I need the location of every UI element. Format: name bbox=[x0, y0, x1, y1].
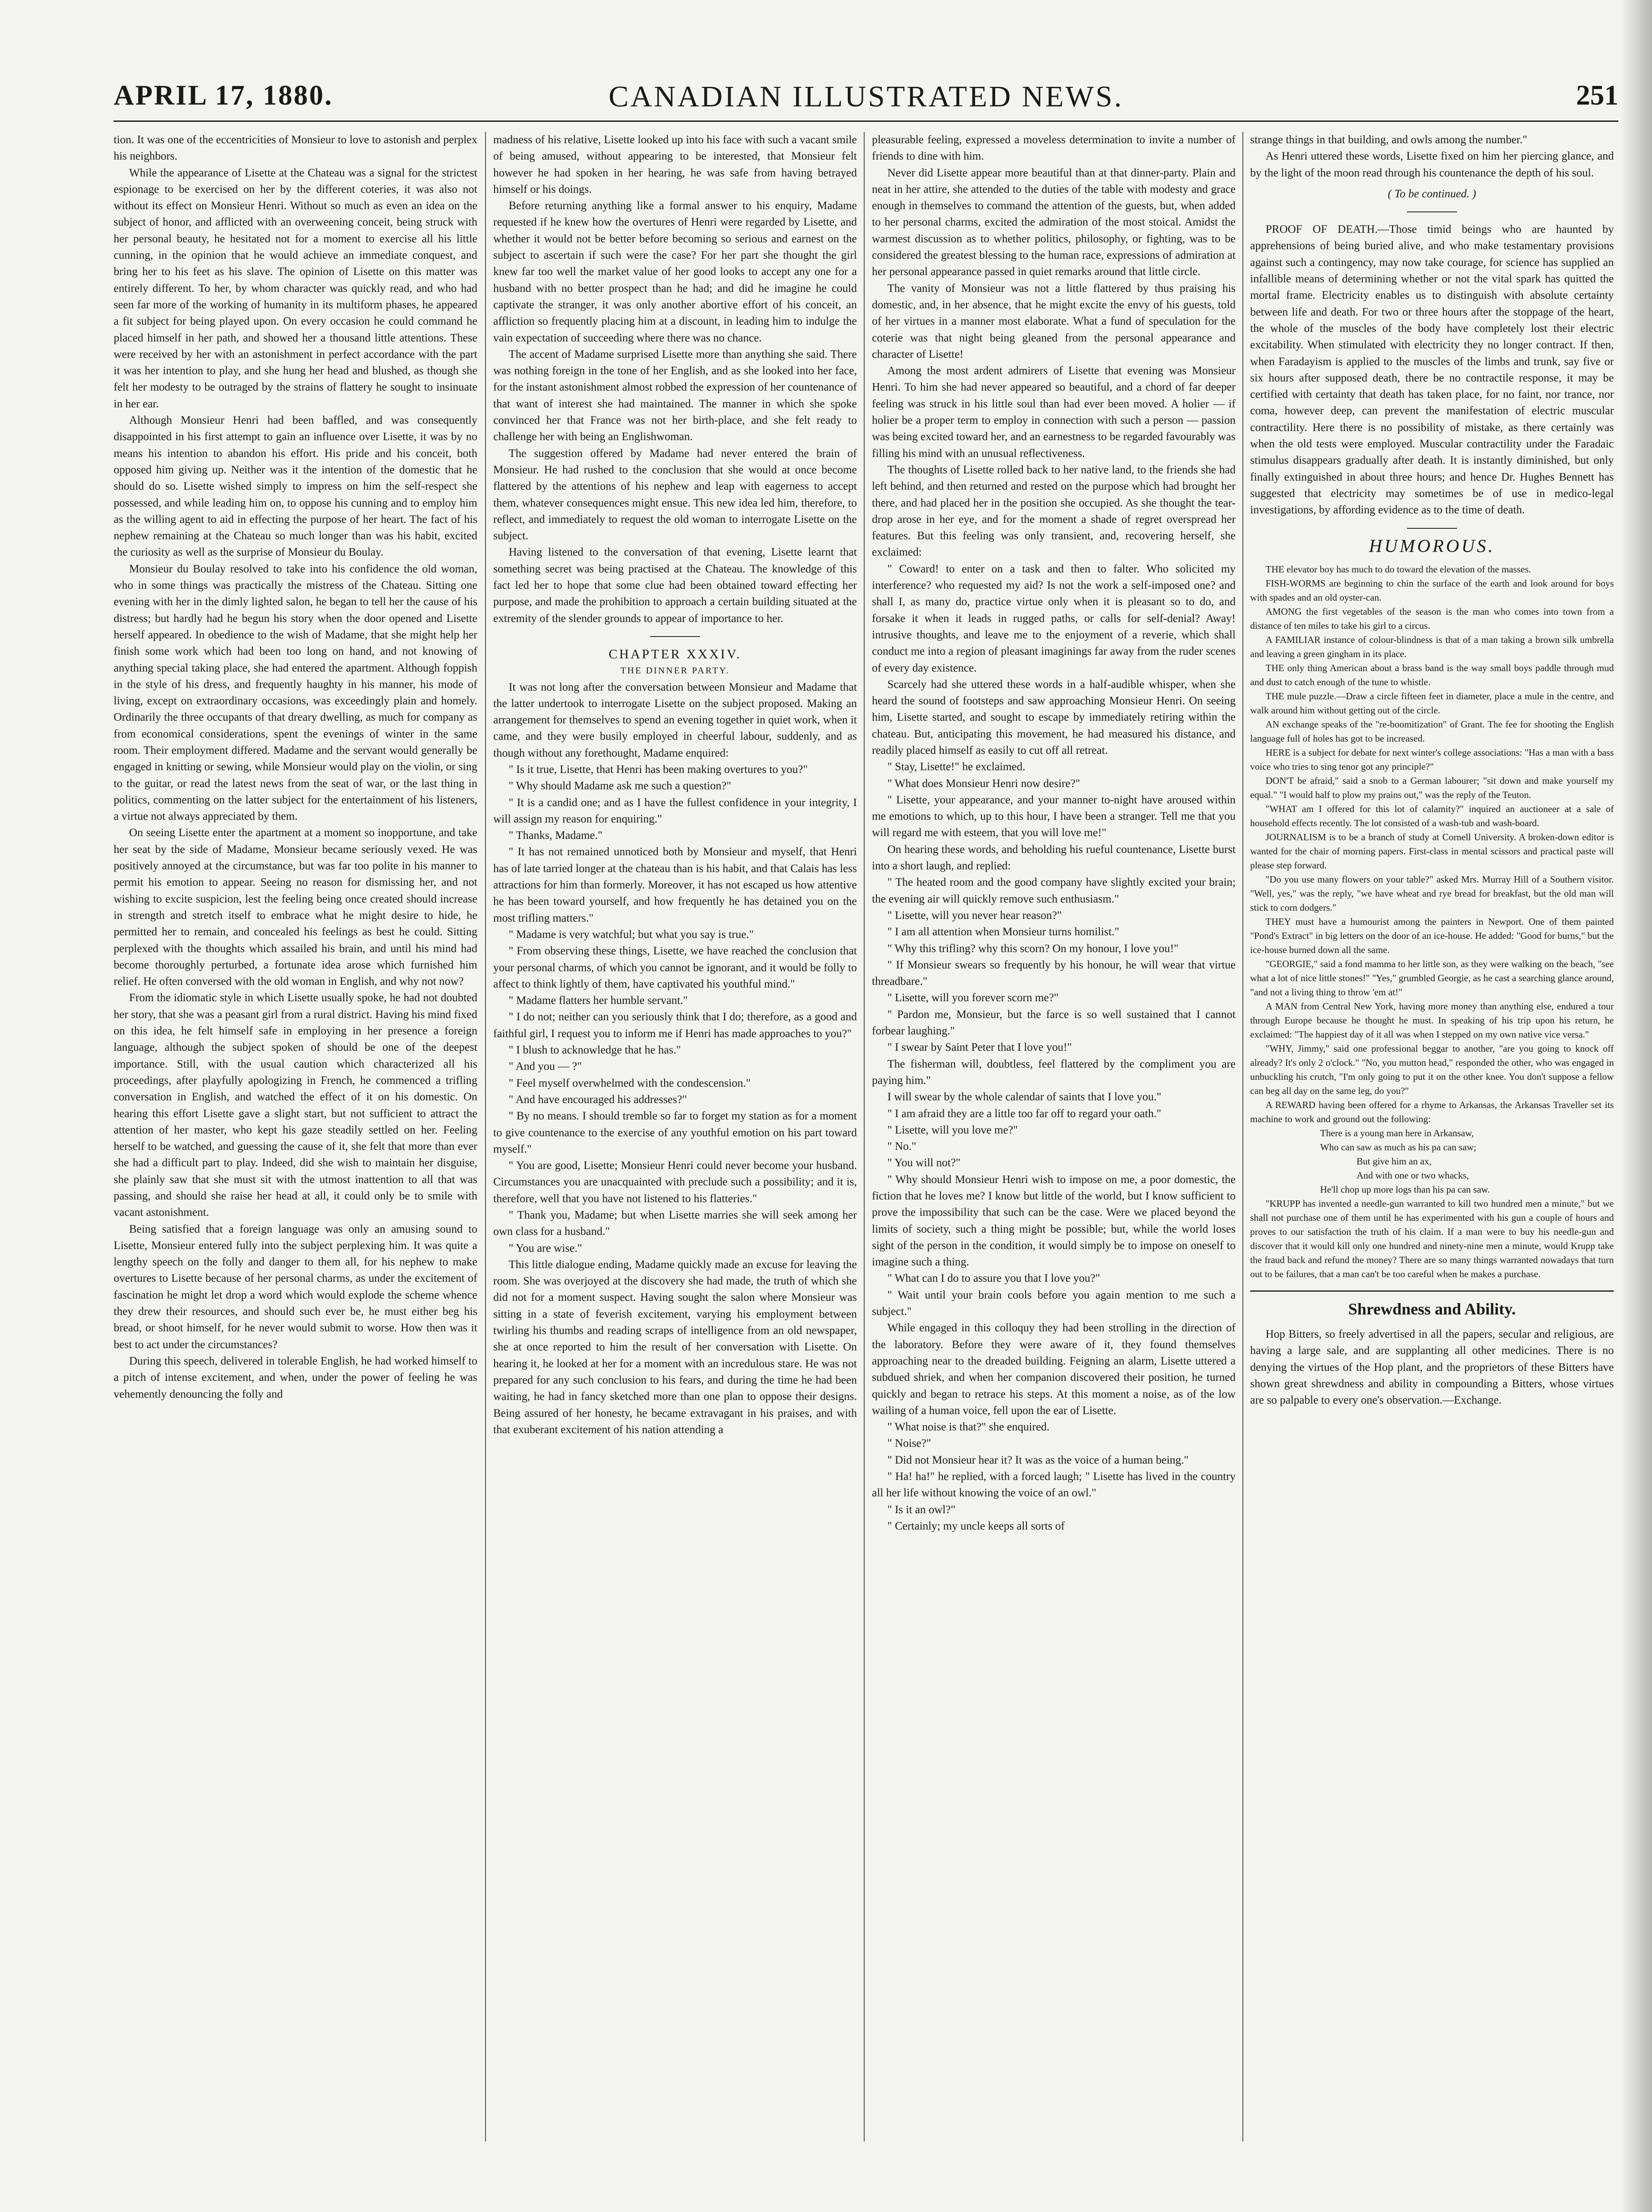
paragraph: Although Monsieur Henri had been baffled, and was consequently disappointed in his first attempt to gain an influence over Lisette, it was by no means his intention to abandon his effort. His pride and his conceit, both opposed him giving up. Neither was it the intention of the domestic that he should do so. Lisette wished simply to impress on him the self-respect she possessed, and while leading him on, to oppose his cunning and to employ him as the willing agent to aid in effecting the purpose of her heart. The fact of his nephew remaining at the Chateau so much longer than was his habit, excited the curiosity as well as the surprise of Monsieur du Boulay. bbox=[114, 414, 477, 559]
proof-of-death-article: PROOF OF DEATH.—Those timid beings who are haunted by apprehensions of being buried alive, and who make testamentary provisions against such a contingency, may now take courage, for science has supplied an infallible means of determining whether or not the vital spark has quitted the mortal frame. Electricity enables us to distinguish with absolute certainty between life and death. For two or three hours after the stoppage of the heart, the whole of the muscles of the body have completely lost their electric excitability. When stimulated with electricity they no longer contract. If then, when Faradayism is applied to the muscles of the limbs and trunk, say five or six hours after supposed death, there be no contractile response, it may be certified with certainty that death has taken place, for no faint, nor trance, nor coma, however deep, can prevent the manifestation of electric muscular contractility. Here there is no possibility of mistake, as there certainly was when the old tests were employed. Muscular contractility under the Faradaic stimulus disappears gradually after death. It is instantly diminished, but only finally extinguished in about three hours; and hence Dr. Hughes Bennett has suggested that electricity may sometimes be of use in medico-legal investigations, by affording evidence as to the time of death. bbox=[1250, 223, 1614, 517]
issue-date: APRIL 17, 1880. bbox=[114, 80, 333, 111]
dialogue-line: " Lisette, your appearance, and your manner to-night have aroused within me emotions to which, up to this hour, I have been a stranger. Tell me that you will regard me with esteem, that you will love me!" bbox=[872, 793, 1236, 839]
dialogue-line: " What does Monsieur Henri now desire?" bbox=[887, 777, 1081, 790]
humor-item: DON'T be afraid," said a snob to a German labourer; "sit down and make yourself my equal." "I would half to plow my prains out," was the reply of the Teuton. bbox=[1250, 775, 1614, 800]
humor-item: "Do you use many flowers on your table?" asked Mrs. Murray Hill of a Southern visitor. "Well, yes," was the reply, "we have wheat and rye bread for breakfast, but the old man will stick to corn dodgers." bbox=[1250, 873, 1614, 913]
dialogue-line: " Madame flatters her humble servant." bbox=[509, 994, 688, 1007]
paragraph: pleasurable feeling, expressed a moveless determination to invite a number of friends to dine with him. bbox=[872, 134, 1236, 163]
dialogue-line: " You are wise." bbox=[509, 1242, 582, 1254]
verse-line: And with one or two whacks, bbox=[1357, 1169, 1469, 1181]
paragraph: While engaged in this colloquy they had been strolling in the direction of the laboratory. Before they were aware of it, they found themselves approaching near to the dreaded building. Feigning an alarm, Lisette uttered a subdued shriek, and when her companion discovered their position, he turned quickly and began to retrace his steps. At this moment a noise, as of the low wailing of a human voice, fell upon the ear of Lisette. bbox=[872, 1322, 1236, 1417]
paragraph: strange things in that building, and owls among the number." bbox=[1250, 134, 1527, 146]
chapter-subtitle: THE DINNER PARTY. bbox=[620, 666, 730, 676]
dialogue-line: " By no means. I should tremble so far to forget my station as for a moment to give countenance to the exercise of any youthful emotion on his part toward myself." bbox=[493, 1110, 857, 1155]
paragraph: tion. It was one of the eccentricities of Monsieur to love to astonish and perplex his neighbors. bbox=[114, 134, 477, 163]
dialogue-line: " If Monsieur swears so frequently by his honour, he will wear that virtue threadbare." bbox=[872, 958, 1236, 988]
dialogue-line: " Pardon me, Monsieur, but the farce is so well sustained that I cannot forbear laughing." bbox=[872, 1008, 1236, 1038]
dialogue-line: " Feel myself overwhelmed with the condescension." bbox=[509, 1077, 751, 1089]
paragraph: Being satisfied that a foreign language was only an amusing sound to Lisette, Monsieur entered fully into the subject perplexing him. It was quite a lengthy speech on the folly and danger to them all, for his nephew to make overtures to Lisette because of her personal charms, as under the excitement of fascination he might let drop a word which would explode the scheme whence they drew their resources, and should such ever be, he must either beg his bread, or shoot himself, for he never would submit to worse. How then was it best to act under the circumstances? bbox=[114, 1223, 477, 1351]
dialogue-line: " Why should Madame ask me such a question?" bbox=[509, 780, 731, 793]
humor-item: JOURNALISM is to be a branch of study at Cornell University. A broken-down editor is wanted for the chair of morning papers. First-class in mental scissors and practical paste will please step forward. bbox=[1250, 831, 1614, 871]
humor-item: THE elevator boy has much to do toward the elevation of the masses. bbox=[1266, 563, 1531, 575]
shrewdness-article: Hop Bitters, so freely advertised in all the papers, secular and religious, are having a large sale, and are supplanting all other medicines. There is no denying the virtues of the Hop plant, and the proprietors of these Bitters have shown great shrewdness and ability in compounding a Bitters, whose virtues are so palpable to every one's observation.—Exchange. bbox=[1250, 1328, 1614, 1407]
paragraph: On hearing these words, and beholding his rueful countenance, Lisette burst into a short laugh, and replied: bbox=[872, 843, 1236, 873]
verse-line: He'll chop up more logs than his pa can saw. bbox=[1320, 1184, 1490, 1195]
dialogue-line: " I am afraid they are a little too far off to regard your oath." bbox=[887, 1107, 1161, 1120]
to-be-continued: ( To be continued. ) bbox=[1387, 187, 1477, 200]
dialogue-line: I will swear by the whole calendar of saints that I love you." bbox=[887, 1091, 1161, 1103]
section-divider bbox=[1407, 211, 1457, 212]
dialogue-line: " Certainly; my uncle keeps all sorts of bbox=[887, 1520, 1065, 1532]
dialogue-line: " It is a candid one; and as I have the fullest confidence in your integrity, I will assign my reason for enquiring." bbox=[493, 796, 857, 825]
section-divider bbox=[650, 636, 700, 637]
dialogue-line: " You are good, Lisette; Monsieur Henri could never become your husband. Circumstances you are unacquainted with preclude such a possibility; and it is, therefore, well that you have not listened to his flatteries." bbox=[493, 1159, 857, 1205]
dialogue-line: " Lisette, will you never hear reason?" bbox=[887, 909, 1062, 922]
dialogue-line: " Why this trifling? why this scorn? On my honour, I love you!" bbox=[887, 942, 1179, 955]
humorous-heading: HUMOROUS. bbox=[1369, 535, 1495, 556]
section-divider bbox=[1250, 1290, 1614, 1292]
dialogue-line: The fisherman will, doubtless, feel flattered by the compliment you are paying him." bbox=[872, 1058, 1236, 1087]
verse-line: There is a young man here in Arkansaw, bbox=[1320, 1127, 1474, 1139]
dialogue-line: " No." bbox=[887, 1140, 916, 1153]
humor-item: "KRUPP has invented a needle-gun warranted to kill two hundred men a minute," but we shall not purchase one of them until he has experimented with his gun a couple of hours and proves to our satisfaction the truth of his claim. If a man were to buy his needle-gun and discover that it would kill only one hundred and ninety-nine men a minute, would Krupp take the fraud back and refund the money? There are so many things warranted nowadays that turn out to be failures, that a man can't be too careful when he makes a purchase. bbox=[1250, 1198, 1614, 1279]
dialogue-line: " I swear by Saint Peter that I love you!" bbox=[887, 1041, 1072, 1054]
column-3 bbox=[872, 132, 1236, 2142]
paragraph: The accent of Madame surprised Lisette more than anything she said. There was nothing foreign in the tone of her English, and as she looked into her face, for the instant astonishment almost robbed the expression of her countenance of that want of interest she had maintained. The manner in which she spoke convinced her that France was not her birth-place, and she felt ready to challenge her with being an Englishwoman. bbox=[493, 348, 857, 443]
paragraph: While the appearance of Lisette at the Chateau was a signal for the strictest espionage to be exercised on her by the different coteries, it was also not without its effect on Monsieur Henri. Without so much as even an idea on the subject of honor, and afflicted with an overweening conceit, being struck with her personal beauty, he hesitated not for a moment to exercise all his little cunning, in the opinion that he would achieve an immediate conquest, and bring her to his feet as his slave. The opinion of Lisette on this matter was entirely different. To her, by whom character was quickly read, and who had seen far more of the working of humanity in its multiform phases, he appeared a fit subject for being played upon. On every occasion he could command he placed himself in her path, and showed her a thousand little attentions. These were received by her with an astonishment in perfect accordance with the part it was her intention to play, and she hung her head and blushed, as though she felt her modesty to be outraged by the strains of flattery he sought to insinuate in her ear. bbox=[114, 166, 477, 410]
newspaper-title: CANADIAN ILLUSTRATED NEWS. bbox=[608, 80, 1124, 113]
paragraph: Scarcely had she uttered these words in a half-audible whisper, when she heard the sound of footsteps and saw approaching Monsieur Henri. On seeing him, Lisette started, and sought to escape by immediately retiring within the chateau. But, anticipating this movement, he had measured his distance, and readily placed himself as easily to cut off all retreat. bbox=[872, 678, 1236, 757]
dialogue-line: " Thanks, Madame." bbox=[509, 829, 603, 842]
dialogue-line: " Wait until your brain cools before you again mention to me such a subject." bbox=[872, 1289, 1236, 1318]
verse-line: Who can saw as much as his pa can saw; bbox=[1320, 1141, 1477, 1153]
humor-item: THE only thing American about a brass band is the way small boys paddle through mud and dust to catch enough of the tune to whistle. bbox=[1250, 662, 1614, 687]
dialogue-line: " Is it an owl?" bbox=[887, 1503, 956, 1516]
paragraph: From the idiomatic style in which Lisette usually spoke, he had not doubted her story, that she was a peasant girl from a rural district. Having his mind fixed on this idea, he felt himself safe in employing in her presence a foreign language, although the subject spoken of should be one of the deepest importance. Still, with the usual caution which characterized all his proceedings, after playfully apologizing in French, he commenced a trifling conversation in English, and watched the effect of it on his domestic. On hearing this effort Lisette gave a slight start, but not sufficient to attract the attention of her master, who kept his gaze steadily settled on her. Feeling herself to be watched, and guessing the cause of it, she felt that more than ever she had a difficult part to play. Indeed, did she wish to maintain her disguise, she plainly saw that she must sit with the utmost inattention to all that was passing, and should she raise her head at all, it could only be to smile with vacant astonishment. bbox=[114, 992, 477, 1219]
humor-item: FISH-WORMS are beginning to chin the surface of the earth and look around for boys with spades and an old oyster-can. bbox=[1250, 577, 1614, 603]
humor-item: A MAN from Central New York, having more money than anything else, endured a tour through Europe because he thought he must. In speaking of his trip upon his return, he exclaimed: "The happiest day of it all was when I stepped on my own native vice versa." bbox=[1250, 1000, 1614, 1040]
shrewdness-heading: Shrewdness and Ability. bbox=[1348, 1299, 1516, 1318]
dialogue-line: " Madame is very watchful; but what you say is true." bbox=[509, 928, 754, 941]
dialogue-line: " Why should Monsieur Henri wish to impose on me, a poor domestic, the fiction that he loves me? I know but little of the world, but I know sufficient to prove the impossibility that such can be the case. Were we placed beyond the limits of society, such a thing might be possible; but, while the world loses sight of the person in the condition, it would simply be to impose on oneself to imagine such a thing. bbox=[872, 1173, 1236, 1269]
humor-item: "GEORGIE," said a fond mamma to her little son, as they were walking on the beach, "see what a lot of nice little stones!" "Yes," grumbled Georgie, as he cast a searching glance around, "and not a living thing to throw 'em at!" bbox=[1250, 958, 1614, 998]
column-divider bbox=[864, 132, 865, 2142]
dialogue-line: " Lisette, will you forever scorn me?" bbox=[887, 992, 1059, 1004]
humor-item: HERE is a subject for debate for next winter's college associations: "Has a man with a bass voice who tries to sing tenor got any principle?" bbox=[1250, 747, 1614, 772]
column-1 bbox=[114, 132, 477, 2142]
paragraph: As Henri uttered these words, Lisette fixed on him her piercing glance, and by the light of the moon read through his countenance the depth of his soul. bbox=[1250, 150, 1614, 179]
paragraph: The thoughts of Lisette rolled back to her native land, to the friends she had left behind, and then returned and rested on the purpose which had brought her there, and had placed her in the position she occupied. As she thought the tear-drop arose in her eye, and for the moment a shade of regret overspread her features. But this feeling was only transient, and, recovering herself, she exclaimed: bbox=[872, 463, 1236, 559]
dialogue-line: " You will not?" bbox=[887, 1157, 961, 1169]
page-edge-shadow bbox=[1620, 0, 1652, 2212]
humor-item: THE mule puzzle.—Draw a circle fifteen feet in diameter, place a mule in the centre, and walk around him without getting out of the circle. bbox=[1250, 690, 1614, 716]
paragraph: madness of his relative, Lisette looked up into his face with such a vacant smile of being amused, without appearing to be interested, that Monsieur felt however he had spoken in her hearing, he was safe from having betrayed himself or his doings. bbox=[493, 134, 857, 196]
paragraph: Never did Lisette appear more beautiful than at that dinner-party. Plain and neat in her attire, she attended to the duties of the table with modesty and grace enough in themselves to command the attention of the guests, but, when added to her personal charms, excited the admiration of the most stoical. Amidst the warmest discussion as to whether politics, philosophy, or fighting, was to be considered the greatest blessing to the human race, expressions of admiration at her personal appearance passed in quiet remarks around that little circle. bbox=[872, 166, 1236, 278]
column-divider bbox=[1242, 132, 1243, 2142]
masthead bbox=[114, 80, 1618, 122]
humorous-items bbox=[1250, 562, 1614, 1281]
paragraph: Monsieur du Boulay resolved to take into his confidence the old woman, who in some things was practically the mistress of the Chateau. Sitting one evening with her in the dimly lighted salon, he began to tell her the cause of his distress; but hardly had he begun his story when the door opened and Lisette herself appeared. In obedience to the wish of Madame, that she might help her finish some work which had been too long on hand, and not knowing of anything special taking place, she had entered the apartment. Although foppish in the style of his dress, and frequently haughty in his manner, his mode of living, except on extraordinary occasions, was exceedingly plain and homely. Ordinarily the three occupants of that dreary dwelling, as much for company as from economical considerations, spent the evenings of winter in the same room. Their employment differed. Madame and the servant would generally be engaged in knitting or sewing, while Monsieur would play on the violin, or sing to the guitar, or read the latest news from the seat of war, or the last thing in politics, commenting on the latter subject for the entertainment of his listeners, a virtue not always appreciated by them. bbox=[114, 562, 477, 823]
chapter-heading: CHAPTER XXXIV. bbox=[608, 647, 742, 662]
paragraph: Having listened to the conversation of that evening, Lisette learnt that something secret was being practised at the Chateau. The knowledge of this fact led her to hope that some clue had been obtained toward effecting her purpose, and made the prohibition to approach a certain building situated at the extremity of the slender grounds to appear of importance to her. bbox=[493, 546, 857, 625]
humor-item: "WHY, Jimmy," said one professional beggar to another, "are you going to knock off already? It's only 2 o'clock." "No, you mutton head," responded the other, who was engaged in unbuckling his crutch, "I'm only going to put it on the other knee. You don't suppose a fellow can beg all day on the same leg, do you?" bbox=[1250, 1043, 1614, 1096]
page-number: 251 bbox=[1576, 80, 1618, 111]
dialogue-line: " Thank you, Madame; but when Lisette marries she will seek among her own class for a husband." bbox=[493, 1209, 857, 1238]
paragraph: Among the most ardent admirers of Lisette that evening was Monsieur Henri. To him she had never appeared so beautiful, and a chord of far deeper feeling was struck in his little soul than had ever been moved. A holier — if holier be a proper term to employ in connection with such a person — passion was being excited toward her, and an earnestness to be regarded favourably was filling his mind with an unusual reflectiveness. bbox=[872, 365, 1236, 460]
dialogue-line: " And have encouraged his addresses?" bbox=[509, 1093, 687, 1106]
dialogue-line: " I am all attention when Monsieur turns homilist." bbox=[887, 926, 1119, 938]
dialogue-line: " From observing these things, Lisette, we have reached the conclusion that your personal charms, of which you cannot be ignorant, and it would be folly to affect to think lightly of them, have captivated his youthful mind." bbox=[493, 945, 857, 990]
dialogue-line: " Lisette, will you love me?" bbox=[887, 1124, 1018, 1136]
humor-item: AMONG the first vegetables of the season is the man who comes into town from a distance of ten miles to take his girl to a circus. bbox=[1250, 606, 1614, 631]
dialogue-line: " The heated room and the good company have slightly excited your brain; the evening air will quickly remove such enthusiasm." bbox=[872, 876, 1236, 905]
dialogue-line: " Stay, Lisette!" he exclaimed. bbox=[887, 761, 1026, 773]
dialogue-line: " What can I do to assure you that I love you?" bbox=[887, 1272, 1100, 1285]
verse-line: But give him an ax, bbox=[1357, 1155, 1432, 1167]
section-divider bbox=[1407, 528, 1457, 529]
humor-item: A REWARD having been offered for a rhyme to Arkansas, the Arkansas Traveller set its machine to work and ground out the following: bbox=[1250, 1099, 1614, 1124]
paragraph: The suggestion offered by Madame had never entered the brain of Monsieur. He had rushed to the conclusion that she would at once become flattered by the attentions of his nephew and leap with eagerness to accept them, whatever consequences might ensue. This new idea led him, therefore, to reflect, and immediately to request the old woman to interrogate Lisette on the subject. bbox=[493, 447, 857, 542]
paragraph: " Coward! to enter on a task and then to falter. Who solicited my interference? who requested my aid? Is not the work a self-imposed one? and shall I, as many do, practice virtue only when it is pleasant so to do, and forsake it when it leads in rugged paths, or calls for self-denial? Away! intrusive thoughts, and leave me to the enjoyment of a reverie, which shall conduct me into a region of pleasant imaginings far away from the ruder scenes of every day existence. bbox=[872, 562, 1236, 674]
paragraph: It was not long after the conversation between Monsieur and Madame that the latter undertook to interrogate Lisette on the subject proposed. Making an arrangement for themselves to spend an evening together in quiet work, when it came, and they were busily employed in cheerful labour, suddenly, and as though without any forethought, Madame enquired: bbox=[493, 681, 857, 759]
dialogue-line: " I blush to acknowledge that he has." bbox=[509, 1044, 681, 1057]
column-2 bbox=[493, 132, 857, 2142]
humor-item: "WHAT am I offered for this lot of calamity?" inquired an auctioneer at a sale of household effects recently. The lot consisted of a wash-tub and wash-board. bbox=[1250, 803, 1614, 828]
column-4 bbox=[1250, 132, 1614, 2142]
paragraph: Before returning anything like a formal answer to his enquiry, Madame requested if he knew how the overtures of Henri were regarded by Lisette, and whether it would not be better before becoming so serious and earnest on the subject to ascertain if such were the case? For her part she thought the girl knew far too well the market value of her good looks to accept any one for a husband with no better prospect than he had; and did he imagine he could captivate the stranger, it was only another abortive effort of his conceit, an affliction so frequently placing him at a discount, in leading him to indulge the vain expectation of succeeding where there was no chance. bbox=[493, 200, 857, 344]
paragraph: On seeing Lisette enter the apartment at a moment so inopportune, and take her seat by the side of Madame, Monsieur became seriously vexed. He was positively annoyed at the circumstance, but was far too polite in his manner to permit his emotion to appear. Seeing no reason for dismissing her, and not wishing to excite suspicion, lest the feeling being once created should increase in strength and stretch itself to embrace what he might desire to hide, he permitted her to remain, and concealed his feelings as best he could. Sitting perplexed with the thoughts which assailed his brain, and until his mind had become thoroughly perturbed, a fortunate idea arose which furnished him relief. He often conversed with the old woman in English, and why not now? bbox=[114, 827, 477, 988]
humor-item: A FAMILIAR instance of colour-blindness is that of a man taking a brown silk umbrella and leaving a green gingham in its place. bbox=[1250, 634, 1614, 659]
paragraph: The vanity of Monsieur was not a little flattered by thus praising his domestic, and, in her absence, that he might excite the envy of his guests, told of her virtues in a manner most elaborate. What a fund of speculation for the coterie was that night being gleaned from the personal appearance and character of Lisette! bbox=[872, 282, 1236, 361]
dialogue-line: " It has not remained unnoticed both by Monsieur and myself, that Henri has of late tarried longer at the chateau than is his habit, and that Calais has less attractions for him than formerly. Moreover, it has not escaped us how attentive he has been toward yourself, and how frequently he has detained you on the most trifling matters." bbox=[493, 846, 857, 924]
dialogue-line: " Ha! ha!" he replied, with a forced laugh; " Lisette has lived in the country all her life without knowing the voice of an owl." bbox=[872, 1470, 1236, 1500]
dialogue-line: " Is it true, Lisette, that Henri has been making overtures to you?" bbox=[509, 763, 808, 776]
dialogue-line: " What noise is that?" she enquired. bbox=[887, 1421, 1050, 1434]
paragraph: During this speech, delivered in tolerable English, he had worked himself to a pitch of intense excitement, and when, under the power of feeling he was vehemently denouncing the folly and bbox=[114, 1354, 477, 1400]
humor-item: AN exchange speaks of the "re-boomitization" of Grant. The fee for shooting the English language full of holes has got to be increased. bbox=[1250, 718, 1614, 744]
dialogue-line: " And you — ?" bbox=[509, 1060, 582, 1073]
dialogue-line: " I do not; neither can you seriously think that I do; therefore, as a good and faithful girl, I request you to inform me if Henri has made approaches to you?" bbox=[493, 1011, 857, 1040]
dialogue-line: " Did not Monsieur hear it? It was as the voice of a human being." bbox=[887, 1454, 1189, 1466]
dialogue-line: " Noise?" bbox=[887, 1437, 931, 1450]
humor-item: THEY must have a humourist among the painters in Newport. One of them painted "Pond's Extract" in big letters on the door of an ice-house. He added: "Good for burns," but the ice-house burned down all the same. bbox=[1250, 916, 1614, 955]
paragraph: This little dialogue ending, Madame quickly made an excuse for leaving the room. She was overjoyed at the discovery she had made, the truth of which she did not for a moment suspect. Having sought the salon where Monsieur was sitting in a state of feverish excitement, varying his employment between twirling his thumbs and reading scraps of intelligence from an old newspaper, she at once reported to him the result of her conversation with Lisette. On hearing it, he looked at her for a moment with an incredulous stare. He was not prepared for any such conclusion to his fears, and during the time he had been waiting, he had in fancy sketched more than one plan to oppose their designs. Being assured of her honesty, he became extravagant in his praises, and with that exuberant excitement of his nation attending a bbox=[493, 1258, 857, 1436]
column-divider bbox=[485, 132, 486, 2142]
